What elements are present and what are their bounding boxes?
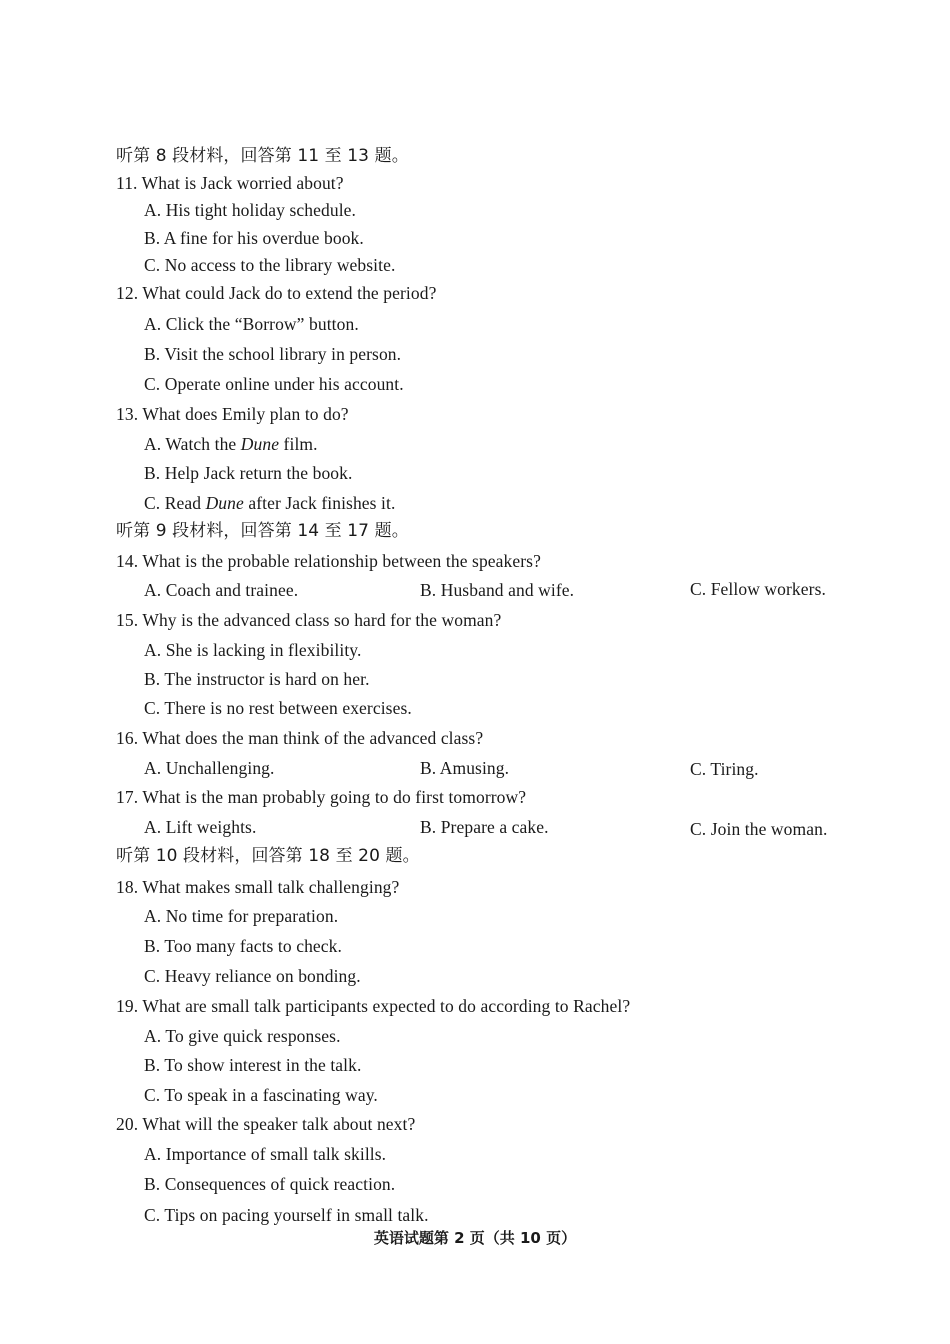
book-title-dune: Dune: [205, 493, 244, 513]
question-18-stem: 18. What makes small talk challenging?: [116, 877, 400, 897]
question-14-stem: 14. What is the probable relationship between the speakers?: [116, 551, 541, 571]
question-18-option-c: C. Heavy reliance on bonding.: [144, 966, 361, 986]
question-15-option-b: B. The instructor is hard on her.: [144, 669, 370, 689]
question-13-stem: 13. What does Emily plan to do?: [116, 404, 349, 424]
question-19-option-a: A. To give quick responses.: [144, 1026, 341, 1046]
question-12-stem: 12. What could Jack do to extend the period?: [116, 283, 437, 303]
question-15-option-c: C. There is no rest between exercises.: [144, 698, 412, 718]
question-15-option-a: A. She is lacking in flexibility.: [144, 640, 362, 660]
question-11-option-b: B. A fine for his overdue book.: [144, 228, 364, 248]
question-13-option-b: B. Help Jack return the book.: [144, 463, 353, 483]
question-16-stem: 16. What does the man think of the advanced class?: [116, 728, 484, 748]
question-19-option-c: C. To speak in a fascinating way.: [144, 1085, 378, 1105]
question-15-stem: 15. Why is the advanced class so hard for the woman?: [116, 610, 502, 630]
question-19-stem: 19. What are small talk participants expected to do according to Rachel?: [116, 996, 631, 1016]
question-17-option-b: B. Prepare a cake.: [420, 817, 549, 837]
question-13-option-c: [144, 492, 395, 514]
question-13-option-c-text: C. Read: [144, 493, 206, 513]
question-19-option-b: B. To show interest in the talk.: [144, 1055, 362, 1075]
question-20-option-c: C. Tips on pacing yourself in small talk.: [144, 1205, 429, 1225]
question-11-option-a: A. His tight holiday schedule.: [144, 200, 356, 220]
question-13-option-a-text: A. Watch the: [144, 434, 241, 454]
book-title-dune: Dune: [240, 434, 280, 454]
question-17-option-a: A. Lift weights.: [144, 817, 257, 837]
section-10-heading: 听第 10 段材料，回答第 18 至 20 题。: [116, 846, 420, 866]
question-13-option-a-text-end: film.: [279, 434, 318, 454]
section-8-heading: 听第 8 段材料，回答第 11 至 13 题。: [116, 146, 409, 166]
page-footer: 英语试题第 2 页（共 10 页）: [373, 1229, 577, 1247]
question-12-option-c: C. Operate online under his account.: [144, 374, 404, 394]
section-9-heading: 听第 9 段材料，回答第 14 至 17 题。: [116, 521, 409, 541]
question-18-option-a: A. No time for preparation.: [144, 906, 339, 926]
question-14-option-c: C. Fellow workers.: [690, 579, 826, 599]
question-12-option-a: A. Click the “Borrow” button.: [144, 314, 359, 334]
question-11-option-c: C. No access to the library website.: [144, 255, 396, 275]
question-18-option-b: B. Too many facts to check.: [144, 936, 342, 956]
question-16-option-b: B. Amusing.: [420, 758, 510, 778]
question-13-option-a: [144, 433, 318, 455]
question-16-option-c: C. Tiring.: [690, 759, 759, 779]
question-14-option-b: B. Husband and wife.: [420, 580, 575, 600]
question-11-stem: 11. What is Jack worried about?: [116, 173, 344, 193]
question-17-option-c: C. Join the woman.: [690, 819, 828, 839]
question-14-option-a: A. Coach and trainee.: [144, 580, 299, 600]
question-20-option-b: B. Consequences of quick reaction.: [144, 1174, 396, 1194]
question-12-option-b: B. Visit the school library in person.: [144, 344, 402, 364]
question-17-stem: 17. What is the man probably going to do first tomorrow?: [116, 787, 527, 807]
question-13-option-c-text-end: after Jack finishes it.: [243, 493, 396, 513]
question-20-option-a: A. Importance of small talk skills.: [144, 1144, 387, 1164]
question-16-option-a: A. Unchallenging.: [144, 758, 275, 778]
question-20-stem: 20. What will the speaker talk about next?: [116, 1114, 416, 1134]
